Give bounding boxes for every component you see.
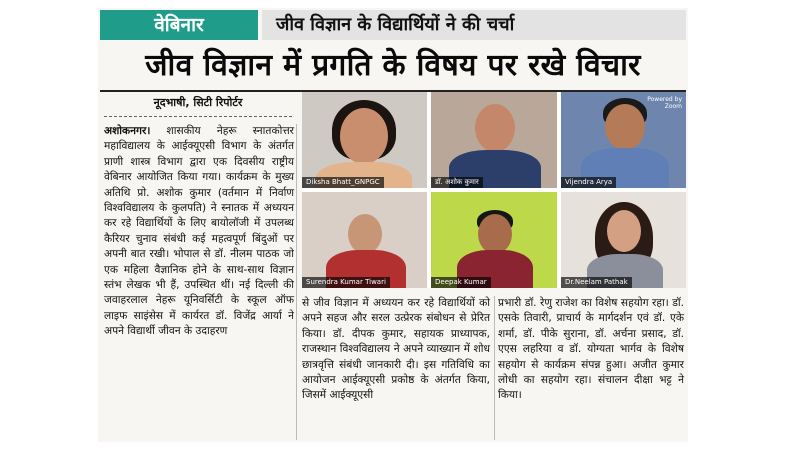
- participant-face: [475, 104, 515, 152]
- column-divider: [296, 124, 297, 440]
- subheadline: जीव विज्ञान के विद्यार्थियों ने की चर्चा: [262, 10, 686, 40]
- article-column-3: प्रभारी डॉ. रेणु राजेश का विशेष सहयोग रहा। डॉ. एसके तिवारी, प्राचार्य के मार्गदर्शन एवं डॉ. एके शर्मा, डॉ. पीके सुराना, डॉ. अर्चना प्रसाद, डॉ. एएस लहरिया व डॉ. योग्यता भार्गव के विशेष सहयोग से कार्यक्रम संपन्न हुआ। अजीत कुमार लोधी का सहयोग रहा। संचालन दीक्षा भट्ट ने किया।: [498, 297, 684, 402]
- participant-name: Dr.Neelam Pathak: [561, 277, 632, 288]
- article-column-1: [104, 124, 294, 340]
- participant-face: [607, 210, 641, 252]
- participant-tile: [431, 192, 557, 288]
- section-tag: वेबिनार: [100, 10, 258, 40]
- participant-name: Vijendra Arya: [561, 177, 616, 188]
- article-column-2: से जीव विज्ञान में अध्ययन कर रहे विद्यार्थियों को अपने सहज और सरल उत्प्रेरक संबोधन से प्रेरित किया। डॉ. दीपक कुमार, सहायक प्राध्यापक, राजस्थान विश्वविद्यालय ने अपने व्याख्यान में शोध छात्रवृत्ति संबंधी जानकारी दी। इस गतिविधि का आयोजन आईक्यूएसी प्रकोष्ठ के अंतर्गत किया, जिसमें आईक्यूएसी: [302, 297, 490, 402]
- participant-name: Deepak Kumar: [431, 277, 491, 288]
- dateline: अशोकनगर।: [104, 125, 151, 137]
- participant-name: Surendra Kumar Tiwari: [302, 277, 390, 288]
- participant-tile: [302, 192, 427, 288]
- participant-face: [478, 214, 512, 254]
- participant-name: Diksha Bhatt_GNPGC: [302, 177, 384, 188]
- participant-face: [340, 108, 388, 164]
- participant-tile: [431, 92, 557, 188]
- byline-divider: [104, 116, 292, 117]
- participant-face: [605, 104, 645, 150]
- participant-name: डॉ. अशोक कुमार: [431, 177, 483, 188]
- zoom-watermark: Powered by Zoom: [647, 96, 682, 110]
- participant-tile: [302, 92, 427, 188]
- headline: जीव विज्ञान में प्रगति के विषय पर रखे विचार: [145, 48, 641, 83]
- participant-tile: [561, 192, 686, 288]
- webinar-photo-grid: [302, 92, 686, 288]
- byline: नूदभाषी, सिटी रिपोर्टर: [153, 96, 243, 109]
- column-divider: [494, 296, 495, 440]
- column-1-text: शासकीय नेहरू स्नातकोत्तर महाविद्यालय के आईक्यूएसी विभाग के अंतर्गत प्राणी शास्त्र विभाग द्वारा एक दिवसीय राष्ट्रीय वेबिनार आयोजित किया गया। कार्यक्रम के मुख्य अतिथि प्रो. अशोक कुमार (वर्तमान में निर्वाण विश्वविद्यालय के कुलपति) ने स्नातक में अध्ययन कर रहे विद्यार्थियों के लिए बायोलॉजी में उपलब्ध कैरियर चुनाव संबंधी कई महत्वपूर्ण बिंदुओं पर अपनी बात रखी। भोपाल से डॉ. नीलम पाठक जो एक महिला वैज्ञानिक होने के साथ-साथ विज्ञान स्तंभ लेखक भी हैं, उपस्थित थीं। नई दिल्ली की जवाहरलाल नेहरू यूनिवर्सिटी के स्कूल ऑफ लाइफ साइंसेस में कार्यरत डॉ. विजेंद्र आर्या ने अपने विद्यार्थी जीवन के उदाहरण: [104, 125, 294, 338]
- participant-face: [348, 214, 382, 254]
